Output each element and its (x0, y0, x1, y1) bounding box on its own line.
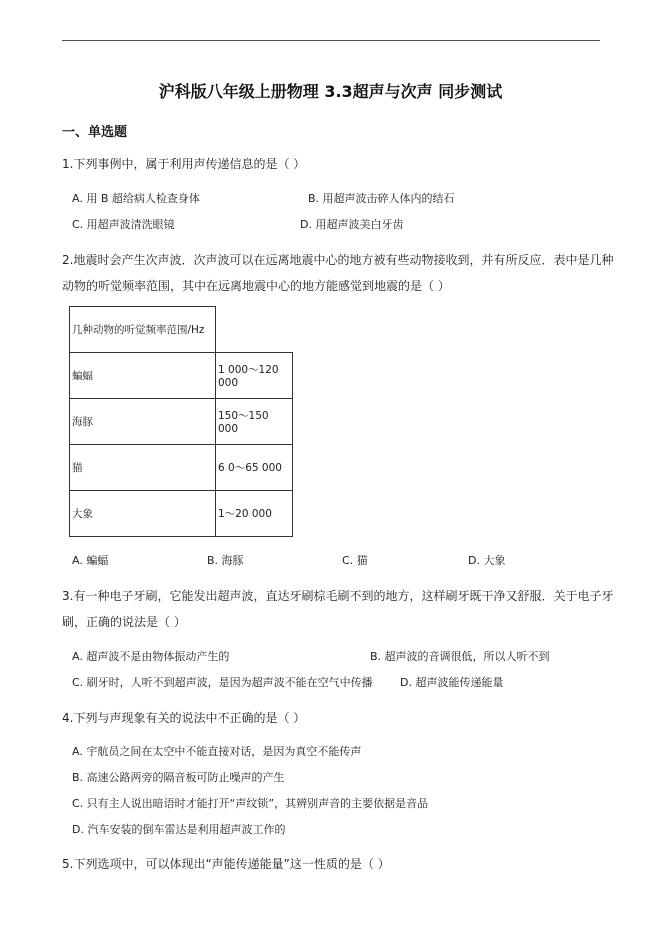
question-2-stem-line-2: 动物的听觉频率范围，其中在远离地震中心的地方能感觉到地震的是（ ） (62, 279, 450, 293)
table-row (70, 353, 293, 399)
animal-name-cell: 海豚 (70, 399, 216, 445)
question-3-option-d[interactable]: D. 超声波能传递能量 (400, 676, 504, 689)
question-1-option-c[interactable]: C. 用超声波清洗眼镜 (72, 218, 175, 231)
question-4-option-a[interactable]: A. 宇航员之间在太空中不能直接对话，是因为真空不能传声 (72, 745, 362, 758)
question-4-stem: 4.下列与声现象有关的说法中不正确的是（ ） (62, 711, 306, 725)
frequency-range-cell: 150～150 000 (216, 399, 293, 445)
question-2-option-c[interactable]: C. 猫 (342, 554, 368, 567)
question-3-stem-line-2: 刷，正确的说法是（ ） (62, 615, 186, 629)
question-1-option-a[interactable]: A. 用 B 超给病人检查身体 (72, 192, 200, 205)
question-1-option-d[interactable]: D. 用超声波美白牙齿 (300, 218, 404, 231)
question-2-option-d[interactable]: D. 大象 (468, 554, 506, 567)
question-2-option-b[interactable]: B. 海豚 (207, 554, 244, 567)
question-2-option-a[interactable]: A. 蝙蝠 (72, 554, 109, 567)
animal-name-cell: 猫 (70, 445, 216, 491)
table-row (70, 399, 293, 445)
header-rule (62, 40, 600, 41)
question-3-option-a[interactable]: A. 超声波不是由物体振动产生的 (72, 650, 230, 663)
document-title: 沪科版八年级上册物理 3.3超声与次声 同步测试 (158, 82, 503, 101)
table-row (70, 491, 293, 537)
question-3-stem-line-1: 3.有一种电子牙刷，它能发出超声波，直达牙刷棕毛刷不到的地方，这样刷牙既干净又舒服．关于电子牙 (62, 589, 614, 603)
question-1-option-b[interactable]: B. 用超声波击碎人体内的结石 (308, 192, 455, 205)
table-empty-cell (216, 307, 293, 353)
question-5-stem: 5.下列选项中，可以体现出“声能传递能量”这一性质的是（ ） (62, 857, 390, 871)
table-row (70, 445, 293, 491)
section-heading: 一、单选题 (62, 125, 128, 140)
question-3-option-b[interactable]: B. 超声波的音调很低，所以人听不到 (370, 650, 550, 663)
animal-name-cell: 蝙蝠 (70, 353, 216, 399)
hearing-frequency-table (69, 306, 293, 537)
frequency-range-cell: 1 000～120 000 (216, 353, 293, 399)
question-4-option-d[interactable]: D. 汽车安装的倒车雷达是利用超声波工作的 (72, 823, 286, 836)
table-header-cell: 几种动物的听觉频率范围/Hz (70, 307, 216, 353)
question-4-option-b[interactable]: B. 高速公路两旁的隔音板可防止噪声的产生 (72, 771, 285, 784)
question-1-stem: 1.下列事例中，属于利用声传递信息的是（ ） (62, 157, 306, 171)
frequency-range-cell: 1～20 000 (216, 491, 293, 537)
animal-name-cell: 大象 (70, 491, 216, 537)
question-4-option-c[interactable]: C. 只有主人说出暗语时才能打开“声纹锁”，其辨别声音的主要依据是音品 (72, 797, 429, 810)
table-header-row (70, 307, 293, 353)
question-3-option-c[interactable]: C. 刷牙时，人听不到超声波，是因为超声波不能在空气中传播 (72, 676, 373, 689)
frequency-range-cell: 6 0～65 000 (216, 445, 293, 491)
question-2-stem-line-1: 2.地震时会产生次声波．次声波可以在远离地震中心的地方被有些动物接收到，并有所反应．表中是几种 (62, 253, 614, 267)
